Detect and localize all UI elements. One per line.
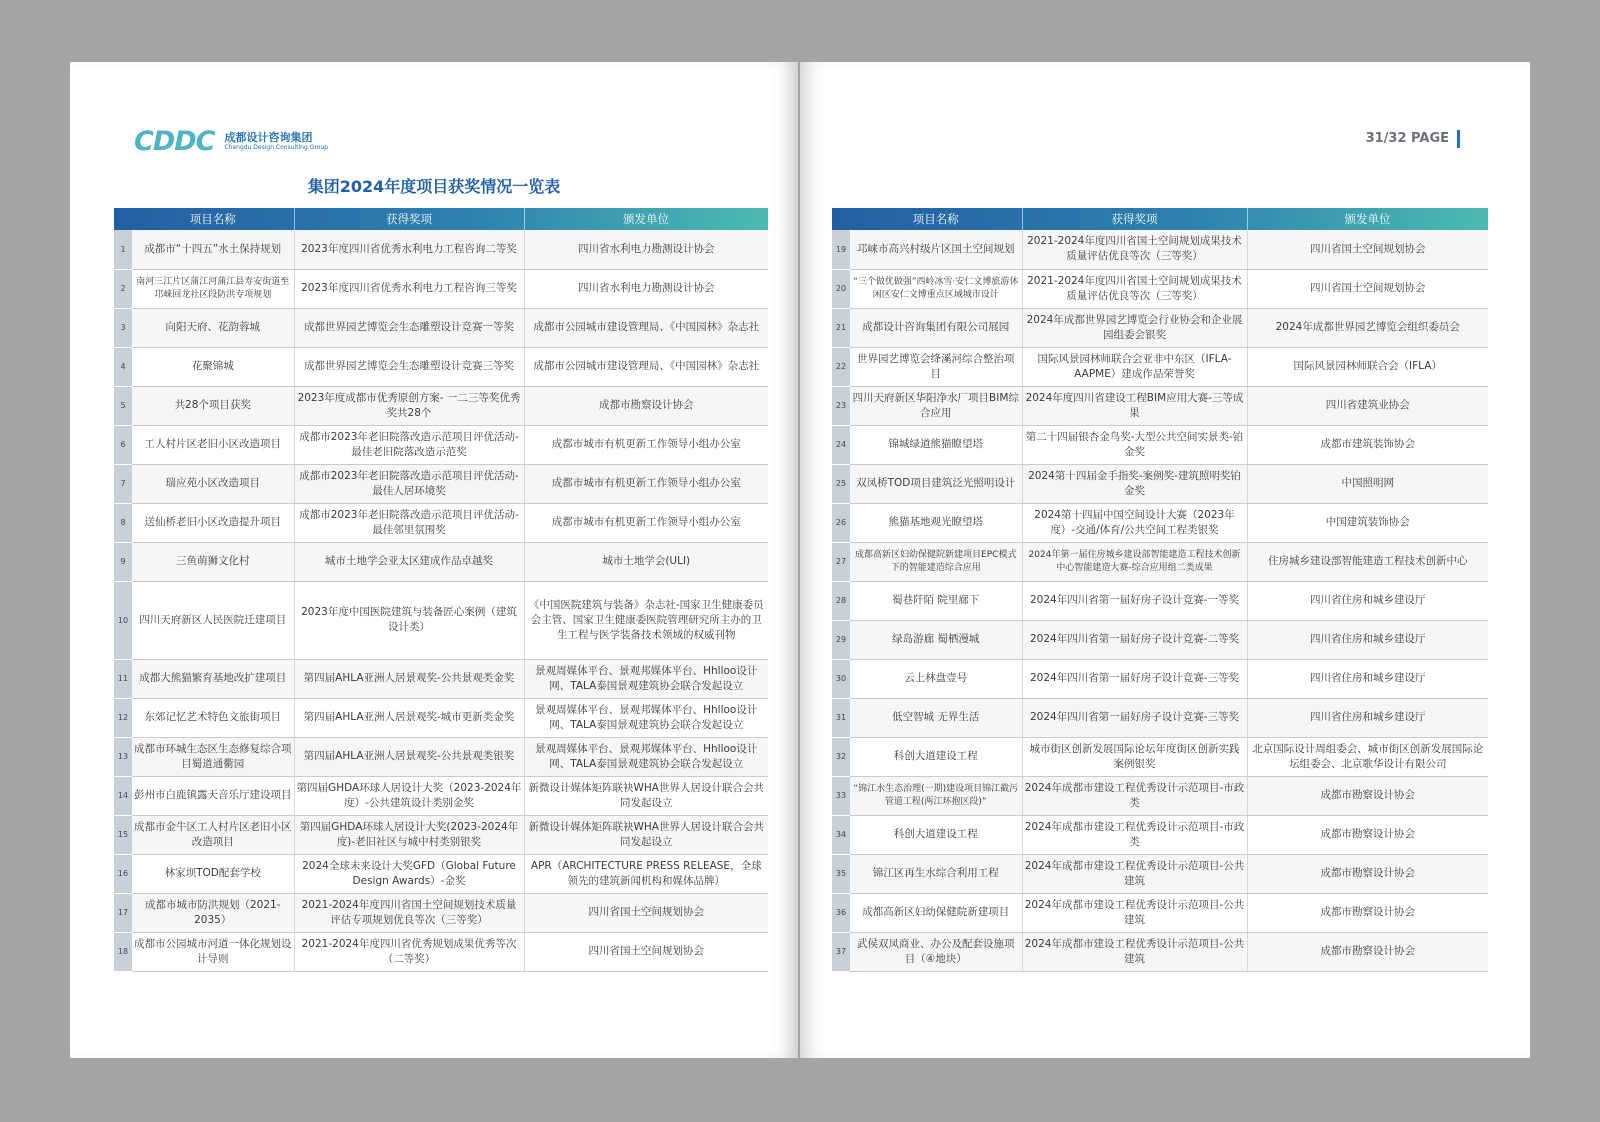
table-row <box>832 230 1488 269</box>
award-cell: 成都世界园艺博览会生态雕塑设计竞赛三等奖 <box>294 347 524 386</box>
table-row <box>832 269 1488 308</box>
issuer-cell: 中国照明网 <box>1247 464 1488 503</box>
award-cell: 2024年四川省第一届好房子设计竞赛-一等奖 <box>1022 581 1247 620</box>
issuer-cell: 成都市勘察设计协会 <box>1247 776 1488 815</box>
row-number: 29 <box>832 620 850 659</box>
table-row <box>114 776 768 815</box>
row-number: 5 <box>114 386 132 425</box>
issuer-cell: 四川省国土空间规划协会 <box>524 893 768 932</box>
project-name-cell: 四川天府新区华阳净水厂项目BIM综合应用 <box>850 386 1022 425</box>
award-cell: 2023年度成都市优秀原创方案- 一二三等奖优秀奖共28个 <box>294 386 524 425</box>
award-cell: 第四届AHLA亚洲人居景观奖-城市更新类金奖 <box>294 698 524 737</box>
table-row <box>832 386 1488 425</box>
row-number: 17 <box>114 893 132 932</box>
award-cell: 成都市2023年老旧院落改造示范项目评优活动-最佳邻里氛围奖 <box>294 503 524 542</box>
project-name-cell: 共28个项目获奖 <box>132 386 294 425</box>
issuer-cell: 新微设计媒体矩阵联袂WHA世界人居设计联合会共同发起设立 <box>524 815 768 854</box>
table-row <box>832 347 1488 386</box>
project-name-cell: 双凤桥TOD项目建筑泛光照明设计 <box>850 464 1022 503</box>
issuer-cell: 住房城乡建设部智能建造工程技术创新中心 <box>1247 542 1488 581</box>
project-name-cell: 花聚锦城 <box>132 347 294 386</box>
issuer-cell: 四川省住房和城乡建设厅 <box>1247 659 1488 698</box>
issuer-cell: 成都市公园城市建设管理局、《中国园林》杂志社 <box>524 308 768 347</box>
row-number: 4 <box>114 347 132 386</box>
issuer-cell: 北京国际设计周组委会、城市街区创新发展国际论坛组委会、北京歌华设计有限公司 <box>1247 737 1488 776</box>
row-number: 27 <box>832 542 850 581</box>
issuer-cell: 景观周媒体平台、景观邦媒体平台、Hhlloo设计网、TALA泰国景观建筑协会联合发起设立 <box>524 737 768 776</box>
issuer-cell: 成都市勘察设计协会 <box>1247 815 1488 854</box>
issuer-cell: 成都市勘察设计协会 <box>1247 854 1488 893</box>
header-issuer: 颁发单位 <box>1247 208 1488 230</box>
table-row <box>114 698 768 737</box>
row-number: 6 <box>114 425 132 464</box>
award-cell: 城市街区创新发展国际论坛年度街区创新实践案例银奖 <box>1022 737 1247 776</box>
project-name-cell: 绿岛游廊 蜀栖漫城 <box>850 620 1022 659</box>
project-name-cell: 蜀巷阡陌 院里廊下 <box>850 581 1022 620</box>
project-name-cell: 成都市环城生态区生态修复综合项目蜀道通衢园 <box>132 737 294 776</box>
row-number: 35 <box>832 854 850 893</box>
table-row <box>114 503 768 542</box>
issuer-cell: 四川省住房和城乡建设厅 <box>1247 581 1488 620</box>
project-name-cell: “锦江水生态治理(一期)建设项目锦江截污管道工程(两江环抱区段)” <box>850 776 1022 815</box>
issuer-cell: 景观周媒体平台、景观邦媒体平台、Hhlloo设计网、TALA泰国景观建筑协会联合发起设立 <box>524 698 768 737</box>
table-row <box>832 932 1488 971</box>
table-row <box>832 659 1488 698</box>
row-number: 18 <box>114 932 132 971</box>
issuer-cell: 2024年成都世界园艺博览会组织委员会 <box>1247 308 1488 347</box>
row-number: 16 <box>114 854 132 893</box>
project-name-cell: 林家坝TOD配套学校 <box>132 854 294 893</box>
table-row <box>114 659 768 698</box>
award-cell: 2021-2024年度四川省国土空间规划技术质量评估专项规划优良等次（三等奖） <box>294 893 524 932</box>
project-name-cell: 彭州市白鹿镇露天音乐厅建设项目 <box>132 776 294 815</box>
table-row <box>114 815 768 854</box>
table-row <box>832 737 1488 776</box>
award-cell: 2021-2024年度四川省优秀规划成果优秀等次（二等奖） <box>294 932 524 971</box>
awards-table-left <box>114 208 769 972</box>
award-cell: 2024年第一届住房城乡建设部智能建造工程技术创新中心智能建造大赛-综合应用组二类成果 <box>1022 542 1247 581</box>
issuer-cell: 成都市城市有机更新工作领导小组办公室 <box>524 464 768 503</box>
project-name-cell: 东郊记忆艺术特色文旅街项目 <box>132 698 294 737</box>
award-cell: 2024年成都市建设工程优秀设计示范项目-公共建筑 <box>1022 932 1247 971</box>
table-row <box>832 503 1488 542</box>
award-cell: 成都世界园艺博览会生态雕塑设计竞赛一等奖 <box>294 308 524 347</box>
table-row <box>832 854 1488 893</box>
row-number: 31 <box>832 698 850 737</box>
table-row <box>832 776 1488 815</box>
table-row <box>114 893 768 932</box>
row-number: 15 <box>114 815 132 854</box>
row-number: 1 <box>114 230 132 269</box>
award-cell: 2024全球未来设计大奖GFD（Global Future Design Awards）-金奖 <box>294 854 524 893</box>
row-number: 7 <box>114 464 132 503</box>
row-number: 33 <box>832 776 850 815</box>
project-name-cell: 锦城绿道熊猫瞭望塔 <box>850 425 1022 464</box>
issuer-cell: 成都市勘察设计协会 <box>524 386 768 425</box>
award-cell: 2024年度四川省建设工程BIM应用大赛-三等成果 <box>1022 386 1247 425</box>
table-row <box>832 542 1488 581</box>
award-cell: 第二十四届银杏金鸟奖-大型公共空间实景类-铂金奖 <box>1022 425 1247 464</box>
award-cell: 成都市2023年老旧院落改造示范项目评优活动-最佳人居环境奖 <box>294 464 524 503</box>
logo-name-cn: 成都设计咨询集团 <box>224 131 313 144</box>
table-row <box>832 581 1488 620</box>
project-name-cell: 成都市金牛区工人村片区老旧小区改造项目 <box>132 815 294 854</box>
issuer-cell: 成都市勘察设计协会 <box>1247 893 1488 932</box>
table-row <box>114 737 768 776</box>
row-number: 10 <box>114 581 132 659</box>
issuer-cell: 四川省水利电力勘测设计协会 <box>524 269 768 308</box>
row-number: 37 <box>832 932 850 971</box>
page-title: 集团2024年度项目获奖情况一览表 <box>307 177 561 196</box>
project-name-cell: 瑞应苑小区改造项目 <box>132 464 294 503</box>
project-name-cell: 成都大熊猫繁育基地改扩建项目 <box>132 659 294 698</box>
issuer-cell: 成都市公园城市建设管理局、《中国园林》杂志社 <box>524 347 768 386</box>
company-logo <box>134 126 328 157</box>
project-name-cell: 世界园艺博览会绛溪河综合整治项目 <box>850 347 1022 386</box>
award-cell: 2021-2024年度四川省国土空间规划成果技术质量评估优良等次（三等奖） <box>1022 230 1247 269</box>
header-award: 获得奖项 <box>1022 208 1247 230</box>
header-number <box>114 208 132 230</box>
award-cell: 2024年成都市建设工程优秀设计示范项目-公共建筑 <box>1022 854 1247 893</box>
left-page <box>70 62 798 1058</box>
table-row <box>832 308 1488 347</box>
award-cell: 成都市2023年老旧院落改造示范项目评优活动-最佳老旧院落改造示范奖 <box>294 425 524 464</box>
awards-table-right <box>832 208 1489 972</box>
row-number: 21 <box>832 308 850 347</box>
award-cell: 国际风景园林师联合会亚非中东区（IFLA-AAPME）建成作品荣誉奖 <box>1022 347 1247 386</box>
table-row <box>114 230 768 269</box>
issuer-cell: 国际风景园林师联合会（IFLA） <box>1247 347 1488 386</box>
project-name-cell: 工人村片区老旧小区改造项目 <box>132 425 294 464</box>
row-number: 25 <box>832 464 850 503</box>
project-name-cell: 成都市城市防洪规划（2021-2035） <box>132 893 294 932</box>
project-name-cell: 成都设计咨询集团有限公司展园 <box>850 308 1022 347</box>
row-number: 34 <box>832 815 850 854</box>
award-cell: 2024年成都市建设工程优秀设计示范项目-公共建筑 <box>1022 893 1247 932</box>
row-number: 14 <box>114 776 132 815</box>
project-name-cell: 三鱼萌狮文化村 <box>132 542 294 581</box>
project-name-cell: 成都市“十四五”水土保持规划 <box>132 230 294 269</box>
award-cell: 第四届GHDA环球人居设计大奖（2023-2024年度）-公共建筑设计类别金奖 <box>294 776 524 815</box>
issuer-cell: 成都市建筑装饰协会 <box>1247 425 1488 464</box>
table-row <box>114 581 768 659</box>
table-row <box>832 815 1488 854</box>
award-cell: 2024年成都市建设工程优秀设计示范项目-市政类 <box>1022 776 1247 815</box>
row-number: 36 <box>832 893 850 932</box>
project-name-cell: 成都市公园城市河道一体化规划设计导则 <box>132 932 294 971</box>
project-name-cell: 锦江区再生水综合利用工程 <box>850 854 1022 893</box>
row-number: 32 <box>832 737 850 776</box>
issuer-cell: 城市土地学会(ULI) <box>524 542 768 581</box>
table-row <box>114 386 768 425</box>
table-row <box>114 464 768 503</box>
page-number: 31/32 PAGE <box>1366 130 1460 148</box>
issuer-cell: 四川省住房和城乡建设厅 <box>1247 620 1488 659</box>
project-name-cell: 南河三江片区蒲江河蒲江县寿安街道至邛崃回龙社区段防洪专项规划 <box>132 269 294 308</box>
issuer-cell: 四川省水利电力勘测设计协会 <box>524 230 768 269</box>
row-number: 28 <box>832 581 850 620</box>
table-row <box>832 620 1488 659</box>
row-number: 11 <box>114 659 132 698</box>
award-cell: 2024年四川省第一届好房子设计竞赛-二等奖 <box>1022 620 1247 659</box>
award-cell: 第四届GHDA环球人居设计大奖(2023-2024年度)-老旧社区与城中村类别银奖 <box>294 815 524 854</box>
project-name-cell: 邛崃市高兴村级片区国土空间规划 <box>850 230 1022 269</box>
award-cell: 2023年度四川省优秀水利电力工程咨询二等奖 <box>294 230 524 269</box>
row-number: 12 <box>114 698 132 737</box>
issuer-cell: 《中国医院建筑与装备》杂志社-国家卫生健康委员会主管、国家卫生健康委医院管理研究所主办的卫生工程与医学装备技术领域的权威刊物 <box>524 581 768 659</box>
issuer-cell: 四川省住房和城乡建设厅 <box>1247 698 1488 737</box>
logo-text <box>224 131 328 152</box>
issuer-cell: 中国建筑装饰协会 <box>1247 503 1488 542</box>
row-number: 23 <box>832 386 850 425</box>
row-number: 22 <box>832 347 850 386</box>
header-project-name: 项目名称 <box>132 208 294 230</box>
award-cell: 2023年度中国医院建筑与装备匠心案例（建筑设计类） <box>294 581 524 659</box>
row-number: 8 <box>114 503 132 542</box>
award-cell: 2024年成都市建设工程优秀设计示范项目-市政类 <box>1022 815 1247 854</box>
project-name-cell: 武侯双凤商业、办公及配套设施项目（④地块） <box>850 932 1022 971</box>
project-name-cell: 四川天府新区人民医院迁建项目 <box>132 581 294 659</box>
row-number: 24 <box>832 425 850 464</box>
table-row <box>832 698 1488 737</box>
issuer-cell: 成都市城市有机更新工作领导小组办公室 <box>524 425 768 464</box>
row-number: 9 <box>114 542 132 581</box>
table-row <box>114 347 768 386</box>
issuer-cell: APR（ARCHITECTURE PRESS RELEASE，全球领先的建筑新闻机构和媒体品牌） <box>524 854 768 893</box>
header-issuer: 颁发单位 <box>524 208 768 230</box>
issuer-cell: 四川省国土空间规划协会 <box>1247 230 1488 269</box>
issuer-cell: 四川省国土空间规划协会 <box>1247 269 1488 308</box>
table-header-row <box>114 208 768 230</box>
table-row <box>832 425 1488 464</box>
table-row <box>832 893 1488 932</box>
table-header-row <box>832 208 1488 230</box>
row-number: 2 <box>114 269 132 308</box>
issuer-cell: 四川省建筑业协会 <box>1247 386 1488 425</box>
table-row <box>114 425 768 464</box>
award-cell: 2024第十四届金手指奖-案例奖-建筑照明奖铂金奖 <box>1022 464 1247 503</box>
award-cell: 2024第十四届中国空间设计大赛（2023年度）-交通/体育/公共空间工程类银奖 <box>1022 503 1247 542</box>
award-cell: 第四届AHLA亚洲人居景观奖-公共景观类银奖 <box>294 737 524 776</box>
table-row <box>832 464 1488 503</box>
project-name-cell: 云上林盘壹号 <box>850 659 1022 698</box>
table-row <box>114 854 768 893</box>
table-row <box>114 308 768 347</box>
header-award: 获得奖项 <box>294 208 524 230</box>
issuer-cell: 成都市城市有机更新工作领导小组办公室 <box>524 503 768 542</box>
row-number: 13 <box>114 737 132 776</box>
award-cell: 2024年成都世界园艺博览会行业协会和企业展园组委会银奖 <box>1022 308 1247 347</box>
project-name-cell: 成都高新区妇幼保健院新建项目 <box>850 893 1022 932</box>
header-project-name: 项目名称 <box>850 208 1022 230</box>
project-name-cell: 科创大道建设工程 <box>850 815 1022 854</box>
header-number <box>832 208 850 230</box>
project-name-cell: 向阳天府、花韵蓉城 <box>132 308 294 347</box>
project-name-cell: 熊猫基地观光瞭望塔 <box>850 503 1022 542</box>
row-number: 26 <box>832 503 850 542</box>
table-row <box>114 932 768 971</box>
award-cell: 2024年四川省第一届好房子设计竞赛-三等奖 <box>1022 659 1247 698</box>
project-name-cell: 送仙桥老旧小区改造提升项目 <box>132 503 294 542</box>
logo-name-en: Chengdu Design Consulting Group <box>224 144 328 151</box>
project-name-cell: 成都高新区妇幼保健院新建项目EPC模式下的智能建造综合应用 <box>850 542 1022 581</box>
table-row <box>114 542 768 581</box>
row-number: 3 <box>114 308 132 347</box>
issuer-cell: 成都市勘察设计协会 <box>1247 932 1488 971</box>
row-number: 30 <box>832 659 850 698</box>
logo-mark: CDDC <box>134 126 215 157</box>
award-cell: 2024年四川省第一届好房子设计竞赛-三等奖 <box>1022 698 1247 737</box>
issuer-cell: 四川省国土空间规划协会 <box>524 932 768 971</box>
row-number: 19 <box>832 230 850 269</box>
right-page <box>800 62 1530 1058</box>
award-cell: 2023年度四川省优秀水利电力工程咨询三等奖 <box>294 269 524 308</box>
issuer-cell: 新微设计媒体矩阵联袂WHA世界人居设计联合会共同发起设立 <box>524 776 768 815</box>
project-name-cell: 低空智城 无界生活 <box>850 698 1022 737</box>
project-name-cell: “三个做优做强”西岭冰雪·安仁文博旅游休闲区安仁文博重点区域城市设计 <box>850 269 1022 308</box>
row-number: 20 <box>832 269 850 308</box>
award-cell: 2021-2024年度四川省国土空间规划成果技术质量评估优良等次（三等奖） <box>1022 269 1247 308</box>
issuer-cell: 景观周媒体平台、景观邦媒体平台、Hhlloo设计网、TALA泰国景观建筑协会联合发起设立 <box>524 659 768 698</box>
table-row <box>114 269 768 308</box>
project-name-cell: 科创大道建设工程 <box>850 737 1022 776</box>
award-cell: 第四届AHLA亚洲人居景观奖-公共景观类金奖 <box>294 659 524 698</box>
award-cell: 城市土地学会亚太区建成作品卓越奖 <box>294 542 524 581</box>
